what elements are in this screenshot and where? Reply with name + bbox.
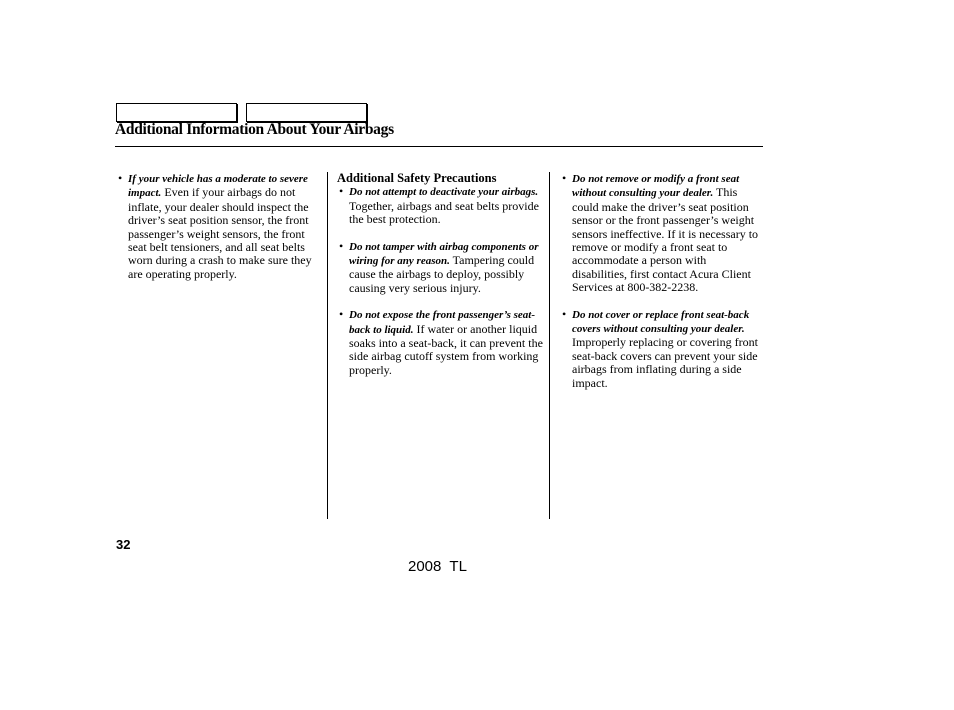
title-divider (115, 146, 763, 147)
footer-model: 2008 TL (408, 558, 467, 575)
column-divider-2 (549, 172, 550, 519)
bullet-icon: • (562, 306, 567, 321)
item-lead: Do not remove or modify a front seat without consulting your dealer. (572, 173, 740, 200)
list-item (337, 185, 547, 226)
column-2 (337, 172, 547, 377)
item-lead: Do not cover or replace front seat-back covers without consulting your dealer. (572, 308, 750, 336)
nav-tab-box-2[interactable] (246, 103, 367, 122)
bullet-icon: • (339, 307, 344, 322)
list-item (116, 172, 314, 281)
bullet-icon: • (339, 184, 344, 199)
bullet-icon: • (118, 171, 123, 185)
item-lead: Do not expose the front passenger’s seat-back to liquid. (349, 309, 535, 336)
item-text: Even if your airbags do not inflate, your dealer should inspect the driver’s seat position sensor, the front passenger’s weight sensors, the front seat belt tensioners, and all seat belts worn during a crash to make sure they are operating properly. (128, 185, 312, 281)
page-title: Additional Information About Your Airbags (115, 121, 394, 138)
item-text: This could make the driver’s seat position sensor or the front passenger’s weight sensors ineffective. If it is necessary to remove or modify a front seat to accommodate a person with disabilities, first contact Acura Client Services at 800-382-2238. (572, 185, 759, 295)
column-1 (116, 172, 314, 281)
list-item (337, 308, 547, 377)
list-item (337, 240, 547, 296)
list-item (560, 308, 764, 390)
item-text: Improperly replacing or covering front seat-back covers can prevent your side airbags from inflating during a side impact. (572, 335, 758, 390)
item-lead: Do not attempt to deactivate your airbags. (349, 186, 539, 199)
column-3 (560, 172, 764, 390)
page-number: 32 (116, 537, 131, 552)
item-text: Tampering could cause the airbags to deploy, possibly causing very serious injury. (349, 253, 535, 295)
bullet-icon: • (339, 238, 344, 253)
item-lead: Do not tamper with airbag components or wiring for any reason. (349, 240, 539, 268)
item-text: Together, airbags and seat belts provide the best protection. (349, 198, 539, 227)
bullet-icon: • (562, 171, 567, 185)
list-item (560, 172, 764, 295)
item-text: If water or another liquid soaks into a seat-back, it can prevent the side airbag cutoff system from working properly. (349, 321, 543, 377)
section-heading: Additional Safety Precautions (337, 171, 497, 185)
nav-tab-box-1[interactable] (116, 103, 237, 122)
item-lead: If your vehicle has a moderate to severe impact. (128, 173, 308, 200)
column-divider-1 (327, 172, 328, 519)
